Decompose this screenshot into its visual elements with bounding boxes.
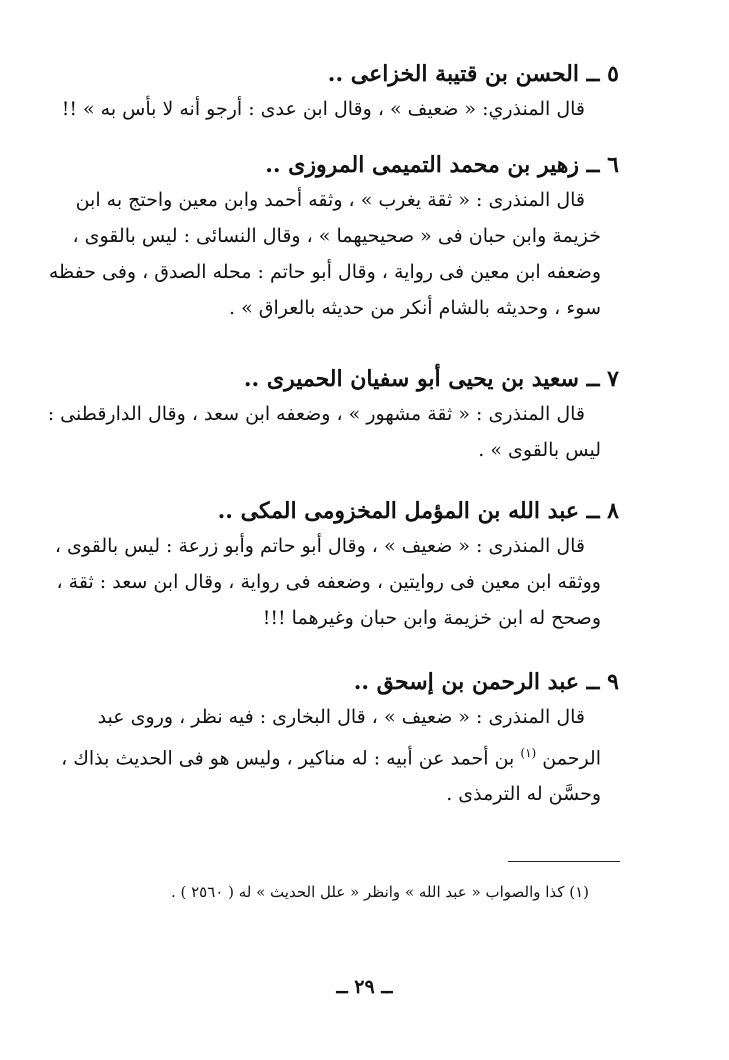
entry-body (61, 91, 619, 127)
body-line-prefix: الرحمن (542, 747, 601, 770)
entry-8 (54, 494, 619, 636)
body-line-rest: بن أحمد عن أبيه : له مناكير ، وليس هو فى الحديث بذاك ، (61, 747, 515, 770)
entry-9 (61, 665, 619, 812)
footnote-reference: (١) (520, 746, 537, 760)
body-line: قال المنذرى : « ثقة مشهور » ، وضعفه ابن سعد ، وقال الدارقطنى : (47, 403, 585, 425)
entry-title: ٧ ــ سعيد بن يحيى أبو سفيان الحميرى .. (243, 366, 619, 392)
entry-title: ٥ ــ الحسن بن قتيبة الخزاعى .. (327, 61, 619, 87)
body-line: سوء ، وحديثه بالشام أنكر من حديثه بالعراق » . (229, 297, 601, 319)
entry-body (47, 396, 619, 468)
body-line: وضعفه ابن معين فى رواية ، وقال أبو حاتم : محله الصدق ، وفى حفظه (48, 261, 601, 283)
entry-body (61, 699, 619, 812)
page-number: ــ ٢٩ ــ (336, 976, 393, 998)
entry-6 (48, 148, 619, 326)
entry-7 (47, 362, 619, 468)
body-line: قال المنذرى : « ضعيف » ، قال البخارى : فيه نظر ، وروى عبد (97, 706, 585, 728)
body-line: قال المنذرى : « ضعيف » ، وقال أبو حاتم وأبو زرعة : ليس بالقوى ، (54, 535, 585, 557)
entry-title: ٩ ــ عبد الرحمن بن إسحق .. (353, 669, 619, 695)
entry-title: ٦ ــ زهير بن محمد التميمى المروزى .. (265, 152, 619, 178)
body-line (61, 735, 601, 776)
footnote: (١) كذا والصواب « عبد الله » وانظر « علل الحديث » له ( ٢٥٦٠ ) . (170, 883, 589, 901)
body-line: خزيمة وابن حبان فى « صحيحيهما » ، وقال النسائى : ليس بالقوى ، (72, 225, 601, 247)
footnote-separator (508, 861, 620, 862)
entry-body (54, 528, 619, 636)
entry-body (48, 182, 619, 326)
body-line: وحسَّن له الترمذى . (446, 783, 601, 806)
entry-title: ٨ ــ عبد الله بن المؤمل المخزومى المكى .. (217, 498, 619, 524)
body-line: قال المنذري: « ضعيف » ، وقال ابن عدى : أرجو أنه لا بأس به » !! (61, 98, 585, 120)
body-line: ووثقه ابن معين فى روايتين ، وضعفه فى رواية ، وقال ابن سعد : ثقة ، (56, 571, 601, 593)
body-line: ليس بالقوى » . (478, 439, 601, 461)
entry-5 (61, 57, 619, 127)
body-line: قال المنذرى : « ثقة يغرب » ، وثقه أحمد وابن معين واحتج به ابن (75, 189, 585, 211)
body-line: وصحح له ابن خزيمة وابن حبان وغيرهما !!! (262, 607, 601, 629)
